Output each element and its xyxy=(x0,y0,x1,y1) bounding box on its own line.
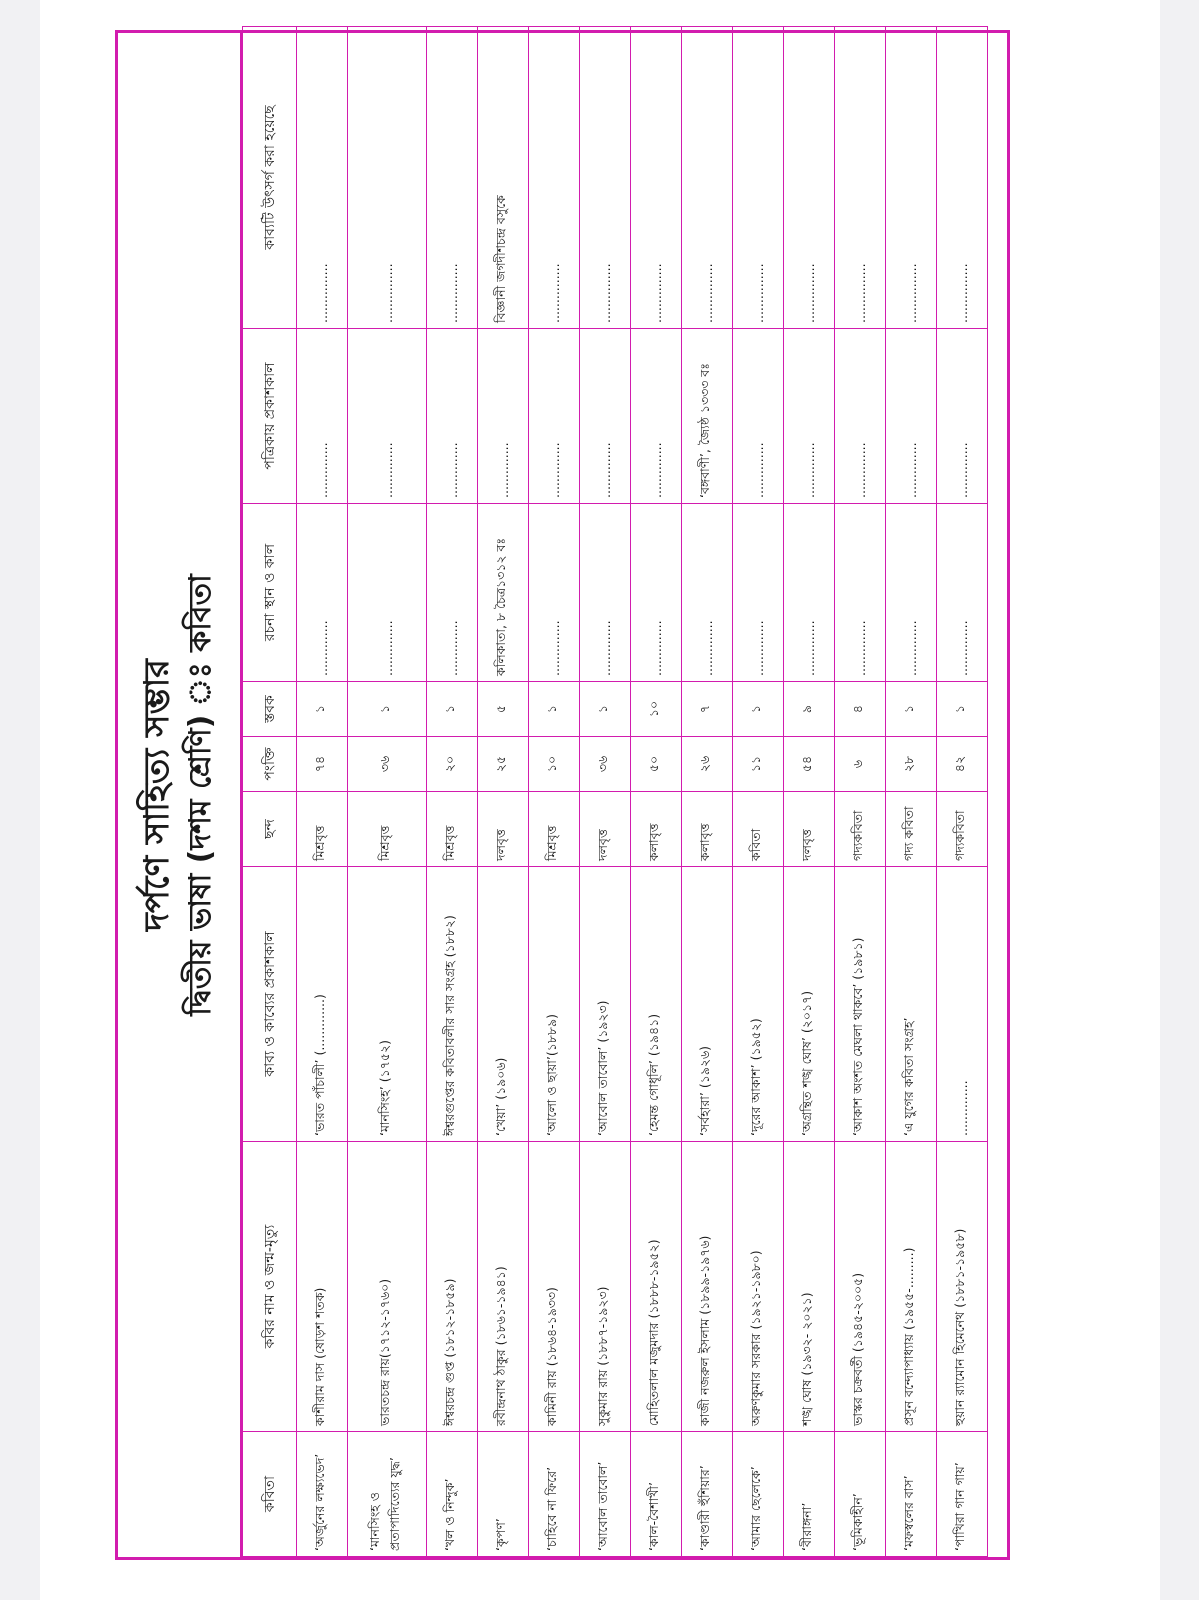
cell-dedication: ............... xyxy=(348,27,427,329)
cell-magazine: .............. xyxy=(784,329,835,504)
table-row xyxy=(733,27,784,1557)
cell-magazine: .............. xyxy=(886,329,937,504)
cell-poet: কাশীরাম দাস (ষোড়শ শতক) xyxy=(297,1142,348,1432)
cell-meter: কবিতা xyxy=(733,792,784,867)
header-lines: পংক্তি xyxy=(243,737,297,792)
cell-meter: গদ্য কবিতা xyxy=(886,792,937,867)
cell-written: .............. xyxy=(937,504,988,682)
table-row xyxy=(427,27,478,1557)
cell-poem: ‘কাণ্ডারী হুঁশিয়ার’ xyxy=(682,1432,733,1557)
cell-poet: রবীন্দ্রনাথ ঠাকুর (১৮৬১-১৯৪১) xyxy=(478,1142,529,1432)
cell-dedication: ............... xyxy=(682,27,733,329)
cell-poet: হুয়ান র‍্যামোন হিমেনেথ (১৮৮১-১৯৫৮) xyxy=(937,1142,988,1432)
cell-poem: ‘পাখিরা গান গায়’ xyxy=(937,1432,988,1557)
cell-written: .............. xyxy=(427,504,478,682)
cell-lines: ৩৬ xyxy=(580,737,631,792)
cell-meter: কলাবৃত্ত xyxy=(682,792,733,867)
cell-stanza: ৭ xyxy=(682,682,733,737)
cell-written: .............. xyxy=(529,504,580,682)
cell-poem: ‘কাল-বৈশাখী’ xyxy=(631,1432,682,1557)
cell-meter: মিশ্রবৃত্ত xyxy=(427,792,478,867)
cell-stanza: ১ xyxy=(937,682,988,737)
cell-written: কলিকাতা, ৮ চৈত্র১৩১২ বঃ xyxy=(478,504,529,682)
header-poet: কবির নাম ও জন্ম-মৃত্যু xyxy=(243,1142,297,1432)
cell-poem: ‘চাহিবে না ফিরে’ xyxy=(529,1432,580,1557)
cell-magazine: .............. xyxy=(835,329,886,504)
cell-lines: ১১ xyxy=(733,737,784,792)
cell-lines: ২৫ xyxy=(478,737,529,792)
cell-book: ‘খেয়া’ (১৯০৬) xyxy=(478,867,529,1142)
cell-written: .............. xyxy=(297,504,348,682)
cell-stanza: ১ xyxy=(580,682,631,737)
cell-book: ‘আলো ও ছায়া’(১৮৮৯) xyxy=(529,867,580,1142)
poetry-table-frame xyxy=(115,30,1010,1560)
cell-dedication: ............... xyxy=(427,27,478,329)
cell-dedication: ............... xyxy=(297,27,348,329)
cell-book: .............. xyxy=(937,867,988,1142)
cell-stanza: ১ xyxy=(348,682,427,737)
header-written: রচনা স্থান ও কাল xyxy=(243,504,297,682)
cell-written: .............. xyxy=(631,504,682,682)
cell-book: ‘ভারত পাঁচালী’ (.............) xyxy=(297,867,348,1142)
cell-poet: শঙ্খ ঘোষ (১৯৩২- ২০২১) xyxy=(784,1142,835,1432)
cell-book: ‘এ যুগের কবিতা সংগ্রহ’ xyxy=(886,867,937,1142)
cell-stanza: ১ xyxy=(886,682,937,737)
cell-magazine: .............. xyxy=(631,329,682,504)
cell-stanza: ৯ xyxy=(784,682,835,737)
header-poem: কবিতা xyxy=(243,1432,297,1557)
cell-stanza: ৪ xyxy=(835,682,886,737)
cell-poem: ‘আবোল তাবোল’ xyxy=(580,1432,631,1557)
cell-poet: মোহিতলাল মজুমদার (১৮৮৮-১৯৫২) xyxy=(631,1142,682,1432)
table-row xyxy=(886,27,937,1557)
cell-poet: ভাস্কর চক্রবর্তী (১৯৪৫-২০০৫) xyxy=(835,1142,886,1432)
table-row xyxy=(835,27,886,1557)
cell-written: .............. xyxy=(784,504,835,682)
cell-meter: মিশ্রবৃত্ত xyxy=(529,792,580,867)
cell-book: ‘হেমন্ত গোধূলি’ (১৯৪১) xyxy=(631,867,682,1142)
table-row xyxy=(580,27,631,1557)
cell-poem: ‘মানসিংহ ও প্রতাপাদিত্যের যুদ্ধ’ xyxy=(348,1432,427,1557)
cell-dedication: ............... xyxy=(529,27,580,329)
cell-poem: ‘কৃপণ’ xyxy=(478,1432,529,1557)
cell-meter: কলাবৃত্ত xyxy=(631,792,682,867)
cell-book: ‘সর্বহারা’ (১৯২৬) xyxy=(682,867,733,1142)
cell-meter: মিশ্রবৃত্ত xyxy=(297,792,348,867)
cell-magazine: .............. xyxy=(348,329,427,504)
cell-meter: মিশ্রবৃত্ত xyxy=(348,792,427,867)
cell-dedication: ............... xyxy=(631,27,682,329)
cell-lines: ৭৪ xyxy=(297,737,348,792)
cell-book: ‘আকাশ অংশত মেঘলা থাকবে’ (১৯৮১) xyxy=(835,867,886,1142)
cell-stanza: ১০ xyxy=(631,682,682,737)
cell-lines: ২০ xyxy=(427,737,478,792)
cell-lines: ২৮ xyxy=(886,737,937,792)
table-row xyxy=(348,27,427,1557)
cell-book: ঈশ্বরগুপ্তের কবিতাবলীর সার সংগ্রহ (১৮৮২) xyxy=(427,867,478,1142)
cell-magazine: .............. xyxy=(580,329,631,504)
table-row xyxy=(478,27,529,1557)
cell-stanza: ১ xyxy=(427,682,478,737)
header-book: কাব্য ও কাব্যের প্রকাশকাল xyxy=(243,867,297,1142)
cell-dedication: ............... xyxy=(886,27,937,329)
table-row xyxy=(784,27,835,1557)
cell-written: .............. xyxy=(835,504,886,682)
table-row xyxy=(682,27,733,1557)
cell-lines: ২৬ xyxy=(682,737,733,792)
page-subtitle: দ্বিতীয় ভাষা (দশম শ্রেণি) ঃ কবিতা xyxy=(183,574,218,1016)
poetry-table xyxy=(242,26,988,1557)
cell-written: .............. xyxy=(886,504,937,682)
title-area xyxy=(118,33,242,1557)
cell-poet: সুকুমার রায় (১৮৮৭-১৯২৩) xyxy=(580,1142,631,1432)
cell-poem: ‘অর্জুনের লক্ষ্যভেদ’ xyxy=(297,1432,348,1557)
cell-written: .............. xyxy=(348,504,427,682)
cell-lines: ১০ xyxy=(529,737,580,792)
cell-book: ‘অগ্রন্থিত শঙ্খ ঘোষ’ (২০১৭) xyxy=(784,867,835,1142)
cell-dedication: ............... xyxy=(835,27,886,329)
cell-lines: ৩৬ xyxy=(348,737,427,792)
cell-meter: গদ্যকবিতা xyxy=(835,792,886,867)
cell-book: ‘মানসিংহ’ (১৭৫২) xyxy=(348,867,427,1142)
cell-book: ‘আবোল তাবোল’ (১৯২৩) xyxy=(580,867,631,1142)
cell-poet: অরুণকুমার সরকার (১৯২১-১৯৮০) xyxy=(733,1142,784,1432)
cell-magazine: .............. xyxy=(297,329,348,504)
cell-magazine: .............. xyxy=(733,329,784,504)
cell-poem: ‘বীরাঙ্গনা’ xyxy=(784,1432,835,1557)
header-row xyxy=(243,27,297,1557)
table-row xyxy=(529,27,580,1557)
cell-poem: ‘খল ও নিন্দুক’ xyxy=(427,1432,478,1557)
cell-dedication: ............... xyxy=(580,27,631,329)
cell-magazine: .............. xyxy=(529,329,580,504)
cell-poet: প্রসূন বন্দ্যোপাধ্যায় (১৯৫৫-.........) xyxy=(886,1142,937,1432)
table-row xyxy=(937,27,988,1557)
cell-meter: দলবৃত্ত xyxy=(580,792,631,867)
cell-stanza: ১ xyxy=(529,682,580,737)
page-title: দর্পণে সাহিত্য সম্ভার xyxy=(137,658,177,932)
cell-meter: দলবৃত্ত xyxy=(784,792,835,867)
cell-lines: ৪২ xyxy=(937,737,988,792)
cell-written: .............. xyxy=(733,504,784,682)
table-row xyxy=(631,27,682,1557)
header-magazine: পত্রিকায় প্রকাশকাল xyxy=(243,329,297,504)
cell-stanza: ১ xyxy=(733,682,784,737)
cell-magazine: .............. xyxy=(478,329,529,504)
cell-poet: কাজী নজরুল ইসলাম (১৮৯৯-১৯৭৬) xyxy=(682,1142,733,1432)
cell-lines: ৫০ xyxy=(631,737,682,792)
cell-lines: ৫৪ xyxy=(784,737,835,792)
cell-lines: ৬ xyxy=(835,737,886,792)
cell-poet: ঈশ্বরচন্দ্র গুপ্ত (১৮১২-১৮৫৯) xyxy=(427,1142,478,1432)
cell-written: .............. xyxy=(682,504,733,682)
cell-stanza: ৫ xyxy=(478,682,529,737)
cell-meter: গদ্যকবিতা xyxy=(937,792,988,867)
cell-meter: দলবৃত্ত xyxy=(478,792,529,867)
cell-poem: ‘আমার ছেলেকে’ xyxy=(733,1432,784,1557)
header-stanza: স্তবক xyxy=(243,682,297,737)
cell-magazine: .............. xyxy=(937,329,988,504)
cell-poem: ‘মফস্বলের বাস’ xyxy=(886,1432,937,1557)
cell-dedication: ............... xyxy=(733,27,784,329)
cell-poet: ভারতচন্দ্র রায়(১৭১২-১৭৬০) xyxy=(348,1142,427,1432)
header-dedication: কাব্যটি উৎসর্গ করা হয়েছে xyxy=(243,27,297,329)
cell-dedication: ............... xyxy=(784,27,835,329)
cell-dedication: ............... xyxy=(937,27,988,329)
table-row xyxy=(297,27,348,1557)
cell-dedication: বিজ্ঞানী জগদীশচন্দ্র বসুকে xyxy=(478,27,529,329)
cell-magazine: .............. xyxy=(427,329,478,504)
header-meter: ছন্দ xyxy=(243,792,297,867)
cell-written: .............. xyxy=(580,504,631,682)
cell-poem: ‘ভূমিকাহীন’ xyxy=(835,1432,886,1557)
cell-stanza: ১ xyxy=(297,682,348,737)
cell-book: ‘দূরের আকাশ’ (১৯৫২) xyxy=(733,867,784,1142)
cell-poet: কামিনী রায় (১৮৬৪-১৯৩৩) xyxy=(529,1142,580,1432)
cell-magazine: ‘বঙ্গবাণী’, জ্যৈষ্ঠ ১৩৩৩ বঃ xyxy=(682,329,733,504)
